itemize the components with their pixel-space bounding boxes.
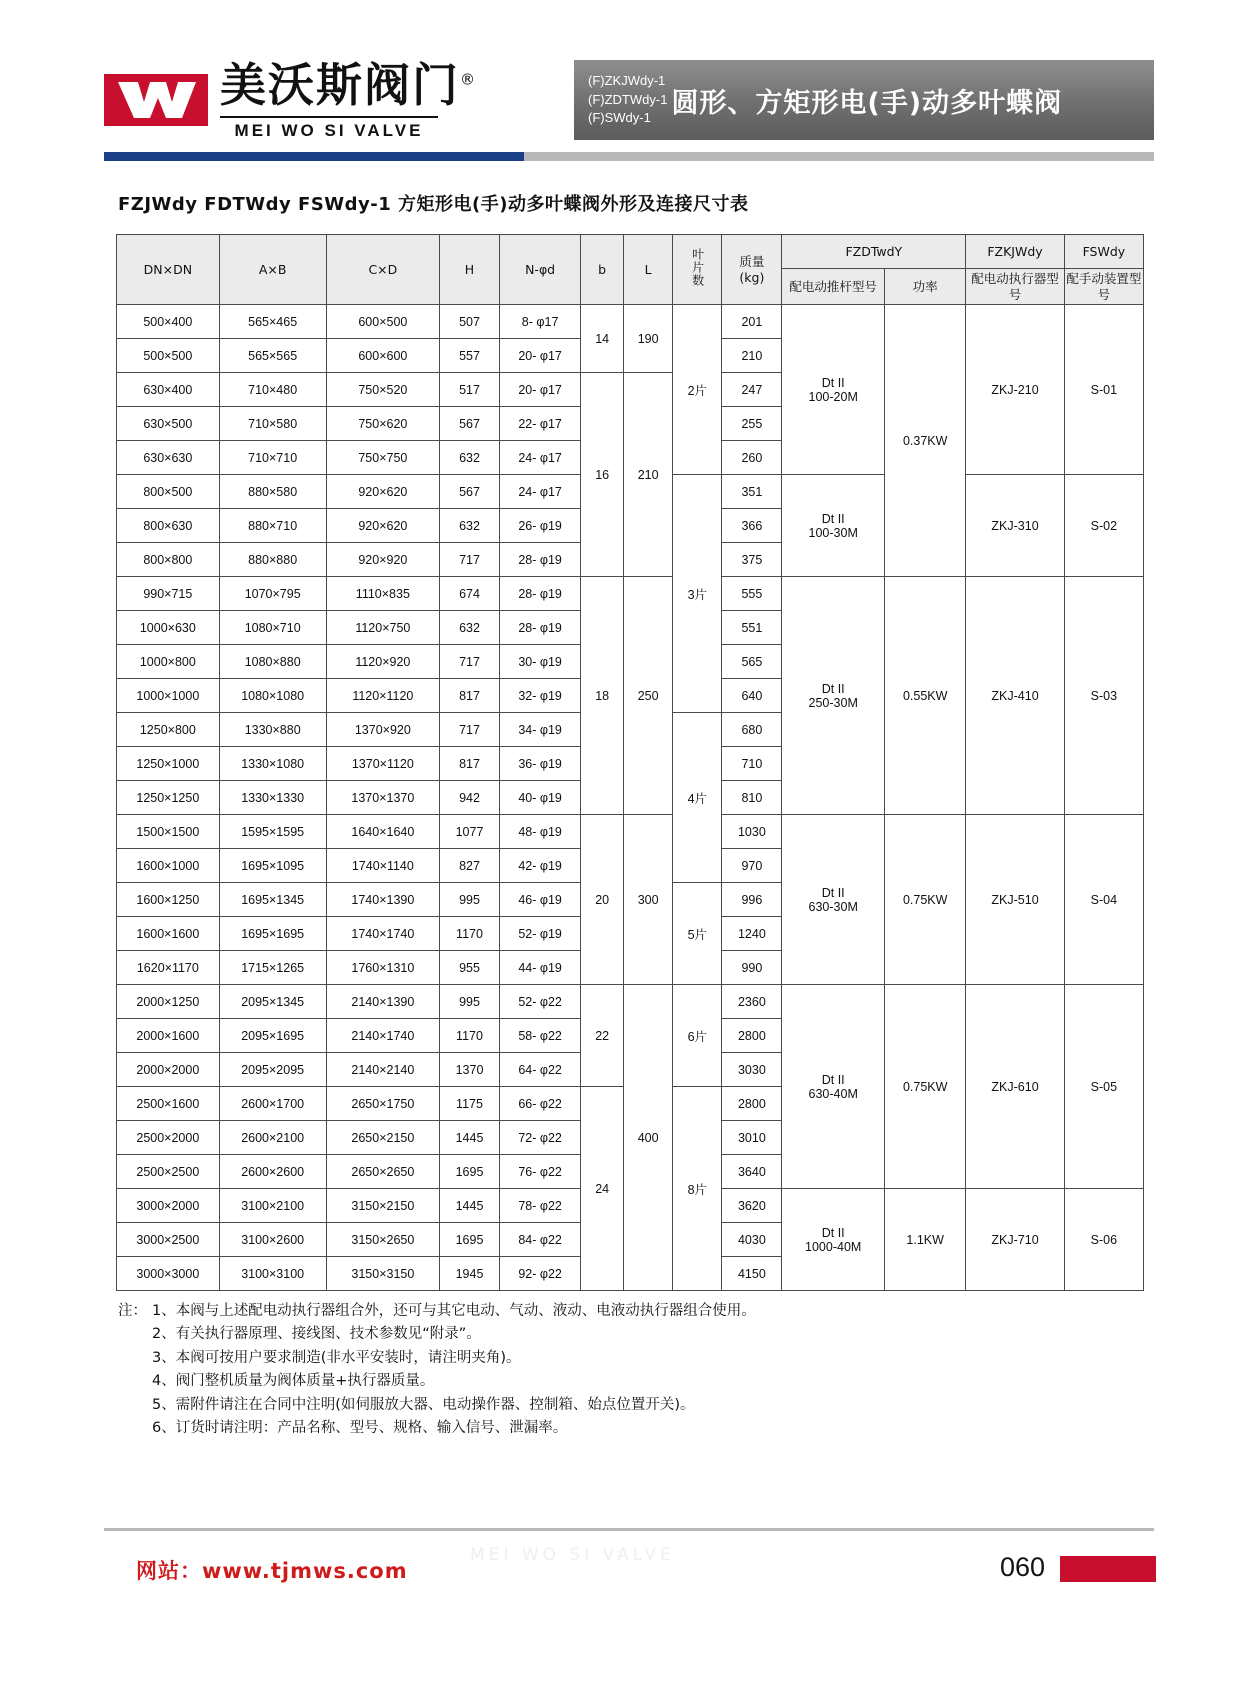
cell-actuator-model: ZKJ-410 (966, 577, 1064, 815)
cell-h: 1445 (440, 1189, 500, 1223)
table-row (117, 577, 1144, 611)
note-text: 3、本阀可按用户要求制造(非水平安装时，请注明夹角)。 (152, 1349, 521, 1366)
cell-mass: 710 (722, 747, 782, 781)
cell-cd: 920×620 (326, 509, 439, 543)
cell-n-phi-d: 34- φ19 (499, 713, 580, 747)
th-group-fswdy: FSWdy (1064, 235, 1143, 269)
brand-name-cn-text: 美沃斯阀门 (220, 57, 460, 112)
cell-mass: 366 (722, 509, 782, 543)
cell-manual-model: S-03 (1064, 577, 1143, 815)
cell-ab: 2095×1345 (219, 985, 326, 1019)
cell-b: 18 (581, 577, 624, 815)
cell-ab: 710×480 (219, 373, 326, 407)
push-rod-model-line: 100-20M (808, 389, 858, 404)
cell-dn: 1620×1170 (117, 951, 220, 985)
notes-label-spacer (118, 1394, 152, 1417)
cell-mass: 260 (722, 441, 782, 475)
push-rod-model-line: 630-30M (808, 899, 858, 914)
cell-push-rod-model (782, 305, 885, 475)
note-row (118, 1347, 1138, 1370)
cell-h: 632 (440, 509, 500, 543)
cell-mass: 990 (722, 951, 782, 985)
cell-cd: 2140×1390 (326, 985, 439, 1019)
cell-cd: 1370×920 (326, 713, 439, 747)
cell-dn: 2500×2500 (117, 1155, 220, 1189)
cell-h: 632 (440, 611, 500, 645)
cell-mass: 375 (722, 543, 782, 577)
cell-n-phi-d: 20- φ17 (499, 373, 580, 407)
cell-dn: 3000×2000 (117, 1189, 220, 1223)
cell-push-rod-model (782, 475, 885, 577)
cell-ab: 1330×1080 (219, 747, 326, 781)
th-mass-label: 质量 (739, 253, 765, 269)
brand-logo (104, 57, 574, 140)
cell-n-phi-d: 52- φ19 (499, 917, 580, 951)
cell-dn: 1250×800 (117, 713, 220, 747)
cell-manual-model: S-04 (1064, 815, 1143, 985)
cell-n-phi-d: 28- φ19 (499, 611, 580, 645)
cell-ab: 880×580 (219, 475, 326, 509)
cell-ab: 3100×2100 (219, 1189, 326, 1223)
cell-dn: 1250×1000 (117, 747, 220, 781)
cell-n-phi-d: 84- φ22 (499, 1223, 580, 1257)
cell-n-phi-d: 42- φ19 (499, 849, 580, 883)
cell-ab: 880×710 (219, 509, 326, 543)
th-actuator-model: 配电动执行器型号 (966, 269, 1064, 305)
cell-ab: 1080×710 (219, 611, 326, 645)
cell-ab: 1080×880 (219, 645, 326, 679)
th-blades (673, 235, 722, 305)
cell-mass: 247 (722, 373, 782, 407)
cell-cd: 2650×1750 (326, 1087, 439, 1121)
cell-manual-model: S-02 (1064, 475, 1143, 577)
cell-ab: 2600×2600 (219, 1155, 326, 1189)
cell-h: 717 (440, 543, 500, 577)
cell-mass: 4030 (722, 1223, 782, 1257)
cell-cd: 1640×1640 (326, 815, 439, 849)
cell-cd: 3150×2650 (326, 1223, 439, 1257)
cell-h: 1445 (440, 1121, 500, 1155)
table-row (117, 305, 1144, 339)
cell-dn: 1500×1500 (117, 815, 220, 849)
cell-mass: 565 (722, 645, 782, 679)
push-rod-model-line: Dt II (821, 511, 845, 526)
cell-n-phi-d: 76- φ22 (499, 1155, 580, 1189)
cell-ab: 2600×2100 (219, 1121, 326, 1155)
cell-dn: 500×500 (117, 339, 220, 373)
table-row (117, 815, 1144, 849)
push-rod-model-line: Dt II (821, 1225, 845, 1240)
cell-l: 190 (624, 305, 673, 373)
cell-dn: 1000×1000 (117, 679, 220, 713)
cell-blades: 5片 (673, 883, 722, 985)
cell-ab: 2095×1695 (219, 1019, 326, 1053)
th-group-fzkjwdy: FZKJWdy (966, 235, 1064, 269)
cell-ab: 1695×1345 (219, 883, 326, 917)
cell-mass: 2360 (722, 985, 782, 1019)
note-row (118, 1323, 1138, 1346)
spec-table-wrapper (116, 234, 1144, 1291)
cell-ab: 3100×3100 (219, 1257, 326, 1291)
notes-label: 注： (118, 1303, 147, 1319)
cell-h: 557 (440, 339, 500, 373)
cell-cd: 1120×920 (326, 645, 439, 679)
cell-dn: 1000×630 (117, 611, 220, 645)
cell-dn: 2000×1600 (117, 1019, 220, 1053)
cell-ab: 565×565 (219, 339, 326, 373)
registered-trademark-icon: ® (460, 70, 477, 89)
cell-mass: 201 (722, 305, 782, 339)
header-divider (104, 152, 1154, 161)
header-title-bar (574, 60, 1154, 140)
cell-dn: 630×400 (117, 373, 220, 407)
cell-dn: 800×630 (117, 509, 220, 543)
push-rod-model-line: 1000-40M (805, 1239, 862, 1254)
cell-blades: 4片 (673, 713, 722, 883)
page-number: 060 (1000, 1552, 1046, 1582)
cell-n-phi-d: 72- φ22 (499, 1121, 580, 1155)
cell-ab: 1695×1095 (219, 849, 326, 883)
cell-dn: 1250×1250 (117, 781, 220, 815)
brand-name-en: MEI WO SI VALVE (220, 116, 438, 139)
cell-manual-model: S-01 (1064, 305, 1143, 475)
cell-cd: 1760×1310 (326, 951, 439, 985)
cell-power: 0.75KW (885, 985, 966, 1189)
th-push-rod-model: 配电动推杆型号 (782, 269, 885, 305)
cell-ab: 710×710 (219, 441, 326, 475)
cell-h: 1175 (440, 1087, 500, 1121)
cell-manual-model: S-05 (1064, 985, 1143, 1189)
cell-mass: 551 (722, 611, 782, 645)
cell-blades: 2片 (673, 305, 722, 475)
cell-mass: 640 (722, 679, 782, 713)
push-rod-model-line: Dt II (821, 1072, 845, 1087)
spec-table-head (117, 235, 1144, 305)
cell-mass: 2800 (722, 1019, 782, 1053)
note-text: 4、阀门整机质量为阀体质量+执行器质量。 (152, 1373, 435, 1390)
cell-b: 22 (581, 985, 624, 1087)
cell-mass: 555 (722, 577, 782, 611)
cell-dn: 800×500 (117, 475, 220, 509)
cell-mass: 970 (722, 849, 782, 883)
cell-cd: 1740×1140 (326, 849, 439, 883)
cell-dn: 990×715 (117, 577, 220, 611)
cell-n-phi-d: 30- φ19 (499, 645, 580, 679)
cell-ab: 2600×1700 (219, 1087, 326, 1121)
cell-dn: 1000×800 (117, 645, 220, 679)
cell-cd: 1120×750 (326, 611, 439, 645)
cell-dn: 1600×1000 (117, 849, 220, 883)
cell-ab: 1595×1595 (219, 815, 326, 849)
divider-gray-segment (524, 152, 1154, 161)
cell-mass: 3030 (722, 1053, 782, 1087)
cell-l: 210 (624, 373, 673, 577)
cell-ab: 880×880 (219, 543, 326, 577)
cell-dn: 2000×2000 (117, 1053, 220, 1087)
cell-cd: 3150×3150 (326, 1257, 439, 1291)
cell-h: 567 (440, 475, 500, 509)
th-mass (722, 235, 782, 305)
note-row (118, 1417, 1138, 1440)
cell-h: 517 (440, 373, 500, 407)
cell-ab: 1070×795 (219, 577, 326, 611)
cell-h: 567 (440, 407, 500, 441)
page-header (104, 57, 1154, 140)
cell-b: 24 (581, 1087, 624, 1291)
cell-n-phi-d: 22- φ17 (499, 407, 580, 441)
cell-cd: 1120×1120 (326, 679, 439, 713)
header-title-cn: 圆形、方矩形电(手)动多叶蝶阀 (671, 87, 1063, 119)
cell-h: 1077 (440, 815, 500, 849)
footer-divider (104, 1528, 1154, 1531)
push-rod-model-line: Dt II (821, 681, 845, 696)
notes-block (118, 1300, 1138, 1441)
cell-ab: 565×465 (219, 305, 326, 339)
cell-n-phi-d: 28- φ19 (499, 577, 580, 611)
cell-n-phi-d: 48- φ19 (499, 815, 580, 849)
cell-blades: 8片 (673, 1087, 722, 1291)
push-rod-model-line: 100-30M (808, 525, 858, 540)
cell-dn: 630×500 (117, 407, 220, 441)
cell-l: 400 (624, 985, 673, 1291)
th-mass-unit: (kg) (739, 269, 765, 285)
cell-ab: 1695×1695 (219, 917, 326, 951)
th-manual-device-model: 配手动装置型号 (1064, 269, 1143, 305)
cell-mass: 1240 (722, 917, 782, 951)
cell-h: 1945 (440, 1257, 500, 1291)
cell-n-phi-d: 44- φ19 (499, 951, 580, 985)
page-title: FZJWdy FDTWdy FSWdy-1 方矩形电(手)动多叶蝶阀外形及连接尺寸表 (118, 194, 749, 215)
cell-dn: 2500×2000 (117, 1121, 220, 1155)
note-text: 6、订货时请注明：产品名称、型号、规格、输入信号、泄漏率。 (152, 1420, 568, 1437)
table-row (117, 985, 1144, 1019)
cell-h: 995 (440, 985, 500, 1019)
cell-n-phi-d: 92- φ22 (499, 1257, 580, 1291)
cell-cd: 750×520 (326, 373, 439, 407)
cell-cd: 920×920 (326, 543, 439, 577)
cell-push-rod-model (782, 815, 885, 985)
cell-h: 995 (440, 883, 500, 917)
cell-mass: 3640 (722, 1155, 782, 1189)
cell-h: 942 (440, 781, 500, 815)
cell-actuator-model: ZKJ-710 (966, 1189, 1064, 1291)
cell-n-phi-d: 78- φ22 (499, 1189, 580, 1223)
cell-dn: 3000×3000 (117, 1257, 220, 1291)
cell-mass: 1030 (722, 815, 782, 849)
cell-h: 817 (440, 679, 500, 713)
brand-text (220, 57, 477, 140)
cell-cd: 2650×2150 (326, 1121, 439, 1155)
header-model-codes (588, 72, 667, 129)
push-rod-model-line: 630-40M (808, 1086, 858, 1101)
company-logo-icon (104, 74, 208, 126)
cell-n-phi-d: 36- φ19 (499, 747, 580, 781)
cell-actuator-model: ZKJ-210 (966, 305, 1064, 475)
cell-cd: 1110×835 (326, 577, 439, 611)
cell-n-phi-d: 40- φ19 (499, 781, 580, 815)
note-row (118, 1370, 1138, 1393)
cell-mass: 2800 (722, 1087, 782, 1121)
note-row (118, 1394, 1138, 1417)
cell-n-phi-d: 52- φ22 (499, 985, 580, 1019)
cell-n-phi-d: 24- φ17 (499, 475, 580, 509)
cell-n-phi-d: 66- φ22 (499, 1087, 580, 1121)
cell-cd: 2650×2650 (326, 1155, 439, 1189)
cell-actuator-model: ZKJ-510 (966, 815, 1064, 985)
model-code-line: (F)ZKJWdy-1 (588, 72, 666, 88)
cell-h: 1370 (440, 1053, 500, 1087)
th-h: H (440, 235, 500, 305)
cell-mass: 255 (722, 407, 782, 441)
footer-website[interactable]: 网站：www.tjmws.com (136, 1559, 408, 1583)
push-rod-model-line: Dt II (821, 885, 845, 900)
cell-ab: 2095×2095 (219, 1053, 326, 1087)
cell-n-phi-d: 64- φ22 (499, 1053, 580, 1087)
th-power: 功率 (885, 269, 966, 305)
note-text: 5、需附件请注在合同中注明(如伺服放大器、电动操作器、控制箱、始点位置开关)。 (152, 1396, 695, 1413)
notes-label-spacer (118, 1347, 152, 1370)
cell-cd: 1740×1740 (326, 917, 439, 951)
cell-dn: 630×630 (117, 441, 220, 475)
cell-h: 1170 (440, 917, 500, 951)
cell-dn: 2500×1600 (117, 1087, 220, 1121)
cell-mass: 996 (722, 883, 782, 917)
cell-push-rod-model (782, 1189, 885, 1291)
th-blades-label: 叶片数 (690, 248, 705, 288)
cell-cd: 750×750 (326, 441, 439, 475)
cell-n-phi-d: 8- φ17 (499, 305, 580, 339)
cell-h: 1695 (440, 1223, 500, 1257)
cell-h: 632 (440, 441, 500, 475)
cell-cd: 750×620 (326, 407, 439, 441)
model-code-line: (F)SWdy-1 (588, 110, 651, 126)
cell-ab: 1715×1265 (219, 951, 326, 985)
cell-ab: 1330×880 (219, 713, 326, 747)
cell-push-rod-model (782, 577, 885, 815)
cell-mass: 210 (722, 339, 782, 373)
cell-dn: 1600×1600 (117, 917, 220, 951)
th-dn: DN×DN (117, 235, 220, 305)
cell-n-phi-d: 32- φ19 (499, 679, 580, 713)
notes-label-spacer (118, 1417, 152, 1440)
notes-label-spacer (118, 1370, 152, 1393)
cell-dn: 1600×1250 (117, 883, 220, 917)
th-cd: C×D (326, 235, 439, 305)
th-b: b (581, 235, 624, 305)
cell-n-phi-d: 20- φ17 (499, 339, 580, 373)
note-text: 1、本阀与上述配电动执行器组合外，还可与其它电动、气动、液动、电液动执行器组合使用。 (152, 1303, 756, 1319)
cell-h: 717 (440, 713, 500, 747)
footer-watermark: MEI WO SI VALVE (470, 1545, 675, 1565)
th-ab: A×B (219, 235, 326, 305)
cell-n-phi-d: 28- φ19 (499, 543, 580, 577)
footer-accent-bar (1060, 1556, 1156, 1582)
cell-cd: 2140×2140 (326, 1053, 439, 1087)
cell-h: 1170 (440, 1019, 500, 1053)
cell-power: 0.55KW (885, 577, 966, 815)
divider-blue-segment (104, 152, 524, 161)
cell-actuator-model: ZKJ-310 (966, 475, 1064, 577)
cell-mass: 3010 (722, 1121, 782, 1155)
cell-n-phi-d: 46- φ19 (499, 883, 580, 917)
cell-mass: 4150 (722, 1257, 782, 1291)
cell-n-phi-d: 24- φ17 (499, 441, 580, 475)
th-group-fzdtwdy: FZDTwdY (782, 235, 966, 269)
cell-cd: 2140×1740 (326, 1019, 439, 1053)
cell-actuator-model: ZKJ-610 (966, 985, 1064, 1189)
cell-n-phi-d: 58- φ22 (499, 1019, 580, 1053)
cell-ab: 710×580 (219, 407, 326, 441)
cell-cd: 1370×1120 (326, 747, 439, 781)
cell-b: 14 (581, 305, 624, 373)
cell-dn: 3000×2500 (117, 1223, 220, 1257)
table-header-row-1 (117, 235, 1144, 269)
cell-cd: 920×620 (326, 475, 439, 509)
cell-power: 0.75KW (885, 815, 966, 985)
th-l: L (624, 235, 673, 305)
cell-cd: 600×500 (326, 305, 439, 339)
cell-power: 0.37KW (885, 305, 966, 577)
cell-h: 507 (440, 305, 500, 339)
push-rod-model-line: Dt II (821, 375, 845, 390)
cell-manual-model: S-06 (1064, 1189, 1143, 1291)
note-text: 2、有关执行器原理、接线图、技术参数见“附录”。 (152, 1326, 481, 1343)
cell-b: 20 (581, 815, 624, 985)
push-rod-model-line: 250-30M (808, 695, 858, 710)
cell-blades: 3片 (673, 475, 722, 713)
cell-blades: 6片 (673, 985, 722, 1087)
cell-cd: 1740×1390 (326, 883, 439, 917)
notes-label-spacer (118, 1323, 152, 1346)
model-code-line: (F)ZDTWdy-1 (588, 91, 668, 107)
cell-mass: 680 (722, 713, 782, 747)
cell-ab: 1330×1330 (219, 781, 326, 815)
cell-ab: 3100×2600 (219, 1223, 326, 1257)
spec-table-body (117, 305, 1144, 1291)
cell-h: 827 (440, 849, 500, 883)
cell-h: 717 (440, 645, 500, 679)
cell-mass: 810 (722, 781, 782, 815)
cell-power: 1.1KW (885, 1189, 966, 1291)
cell-mass: 3620 (722, 1189, 782, 1223)
cell-mass: 351 (722, 475, 782, 509)
cell-dn: 2000×1250 (117, 985, 220, 1019)
cell-h: 674 (440, 577, 500, 611)
cell-cd: 1370×1370 (326, 781, 439, 815)
cell-push-rod-model (782, 985, 885, 1189)
cell-h: 955 (440, 951, 500, 985)
note-row (118, 1300, 1138, 1323)
cell-dn: 500×400 (117, 305, 220, 339)
cell-cd: 600×600 (326, 339, 439, 373)
cell-dn: 800×800 (117, 543, 220, 577)
brand-name-cn (220, 57, 477, 112)
spec-table (116, 234, 1144, 1291)
cell-n-phi-d: 26- φ19 (499, 509, 580, 543)
cell-b: 16 (581, 373, 624, 577)
cell-cd: 3150×2150 (326, 1189, 439, 1223)
th-n-phi-d: N-φd (499, 235, 580, 305)
cell-l: 300 (624, 815, 673, 985)
cell-l: 250 (624, 577, 673, 815)
cell-ab: 1080×1080 (219, 679, 326, 713)
cell-h: 817 (440, 747, 500, 781)
cell-h: 1695 (440, 1155, 500, 1189)
